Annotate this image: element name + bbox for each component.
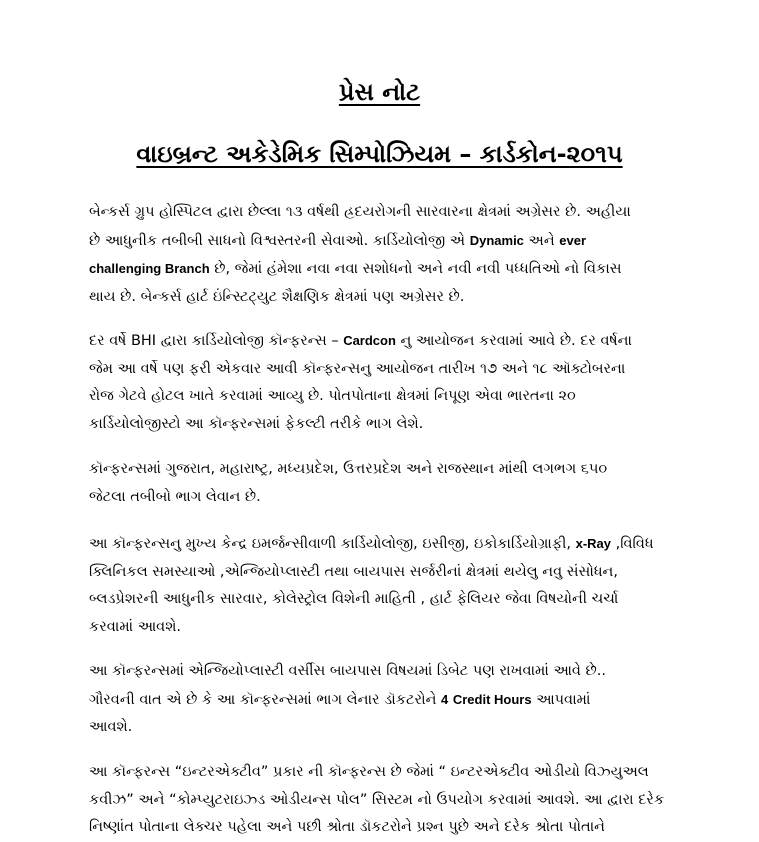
text-segment: છે, જેમાં હંમેશા નવા નવા સશોધનો અને નવી નવી પધ્ધતિઓ નો વિકાસ <box>209 261 622 277</box>
text-segment: અને <box>523 232 560 249</box>
text-segment: છે આધુનીક તબીબી સાધનો વિશ્વસ્તરની સેવાઓ. કાર્ડિયોલોજી એ <box>89 232 470 249</box>
text-segment: આ કૉન્ફરન્સમાં એન્જિયોપ્લાસ્ટી વર્સીસ બાયપાસ વિષયમાં ડિબેટ પણ રાખવામાં આવે છે.. <box>89 663 606 679</box>
text-line <box>89 484 679 512</box>
paragraph <box>89 456 679 511</box>
text-segment: ગૌરવની વાત એ છે કે આ કૉન્ફરન્સમાં ભાગ લેનાર ડૉકટરોને <box>89 691 442 708</box>
text-line <box>89 614 679 642</box>
text-line <box>89 199 679 227</box>
text-line <box>89 714 679 742</box>
text-line <box>89 411 679 439</box>
text-segment: દર વર્ષે BHI દ્વારા કાર્ડિયોલોજી કૉન્ફરન્સ – <box>89 333 344 349</box>
text-line <box>89 227 679 256</box>
english-term: challenging Branch <box>89 261 210 276</box>
paragraph <box>89 199 679 311</box>
text-line <box>89 559 679 587</box>
paragraph <box>89 658 679 742</box>
text-line <box>89 658 679 686</box>
paragraph <box>89 327 679 438</box>
page-title: પ્રેસ નોટ <box>338 78 421 106</box>
text-segment: કૉન્ફરન્સમાં ગુજરાત, મહારાષ્ટ્ર, મધ્યપ્રદેશ, ઉત્તરપ્રદેશ અને રાજસ્થાન માંથી લગભગ ૬૫૦ <box>89 461 608 477</box>
text-segment: આપવામાં <box>531 691 591 708</box>
text-line <box>89 255 679 284</box>
english-term: Cardcon <box>343 333 396 348</box>
text-segment: થાય છે. બેન્કર્સ હાર્ટ ઇંન્સ્ટિટ્યુટ શૈક્ષણિક ક્ષેત્રમાં પણ અગ્રેસર છે. <box>89 288 465 305</box>
text-segment: જેટલા તબીબો ભાગ લેવાન છે. <box>89 488 261 505</box>
paragraph <box>89 759 679 842</box>
english-term: ever <box>559 232 586 248</box>
text-segment: જેમ આ વર્ષે પણ ફરી એકવાર આવી કૉન્ફરન્સનુ આયોજન તારીખ ૧૭ અને ૧૮ ઑક્ટોબરના <box>89 360 626 377</box>
text-segment: બેન્કર્સ ગ્રુપ હોસ્પિટલ દ્વારા છેલ્લા ૧૩ વર્ષથી હ્રદયરોગની સારવારના ક્ષેત્રમાં અગ્રેસર છે. અહીયા <box>89 204 631 220</box>
english-term: Credit Hours <box>452 691 532 707</box>
text-segment: નિષ્ણાંત પોતાના લેક્ચર પહેલા અને પછી શ્રોતા ડૉકટરોને પ્રશ્ન પુછે અને દરેક શ્રોતા પોતાને <box>89 819 605 835</box>
english-term: Dynamic <box>469 232 524 248</box>
page-subtitle: વાઇબ્રન્ટ અકેડેમિક સિમ્પોઝિયમ – કાર્ડકોન-૨૦૧૫ <box>136 140 623 168</box>
text-line <box>89 686 679 715</box>
text-line <box>89 284 679 312</box>
text-segment: આ કૉન્ફરન્સ “ઇન્ટરએક્ટીવ” પ્રકાર ની કૉન્ફરન્સ છે જેમાં “ ઇન્ટરએક્ટીવ ઓડીયો વિઝ્યુઅલ <box>89 764 649 780</box>
text-segment: કરવામાં આવશે. <box>89 618 181 635</box>
text-segment: ,વિવિધ <box>611 536 654 552</box>
text-line <box>89 530 679 559</box>
english-term: x-Ray <box>575 536 612 551</box>
text-line <box>89 787 679 815</box>
text-line <box>89 759 679 787</box>
text-segment: રોજ ગેટવે હોટલ ખાતે કરવામાં આવ્યુ છે. પોતપોતાના ક્ષેત્રમાં નિપૂણ એવા ભારતના ૨૦ <box>89 388 576 404</box>
text-line <box>89 383 679 411</box>
text-line <box>89 456 679 484</box>
text-line <box>89 586 679 614</box>
english-term: 4 <box>441 691 449 707</box>
text-line <box>89 814 679 842</box>
text-segment: બ્લડપ્રેશરની આધુનીક સારવાર, કોલેસ્ટ્રોલ વિશેની માહિતી , હાર્ટ ફેલિયર જેવા વિષયોની ચર્ચા <box>89 591 619 607</box>
text-segment: આવશે. <box>89 719 133 735</box>
text-segment: નુ આયોજન કરવામાં આવે છે. દર વર્ષના <box>395 333 632 349</box>
text-line <box>89 327 679 356</box>
text-line <box>89 356 679 384</box>
text-segment: કાર્ડિયોલોજીસ્ટો આ કૉન્ફરન્સમાં ફેકલ્ટી તરીકે ભાગ લેશે. <box>89 415 424 432</box>
paragraph <box>89 530 679 641</box>
text-segment: ક્લિનિકલ સમસ્યાઓ ,એન્જિયોપ્લાસ્ટી તથા બાયપાસ સર્જરીનાં ક્ષેત્રમાં થયેલુ નવુ સંસોધન, <box>89 563 618 580</box>
text-segment: કવીઝ” અને “કોમ્પ્યુટરાઇઝ્ડ ઓડીયન્સ પોલ” સિસ્ટમ નો ઉપયોગ કરવામાં આવશે. આ દ્વારા દરેક <box>89 791 665 808</box>
text-segment: આ કૉન્ફરન્સનુ મુખ્ય કેન્દ્ર ઇમર્જન્સીવાળી કાર્ડિયોલોજી, ઇસીજી, ઇકોકાર્ડિયોગ્રાફી, <box>89 536 576 552</box>
